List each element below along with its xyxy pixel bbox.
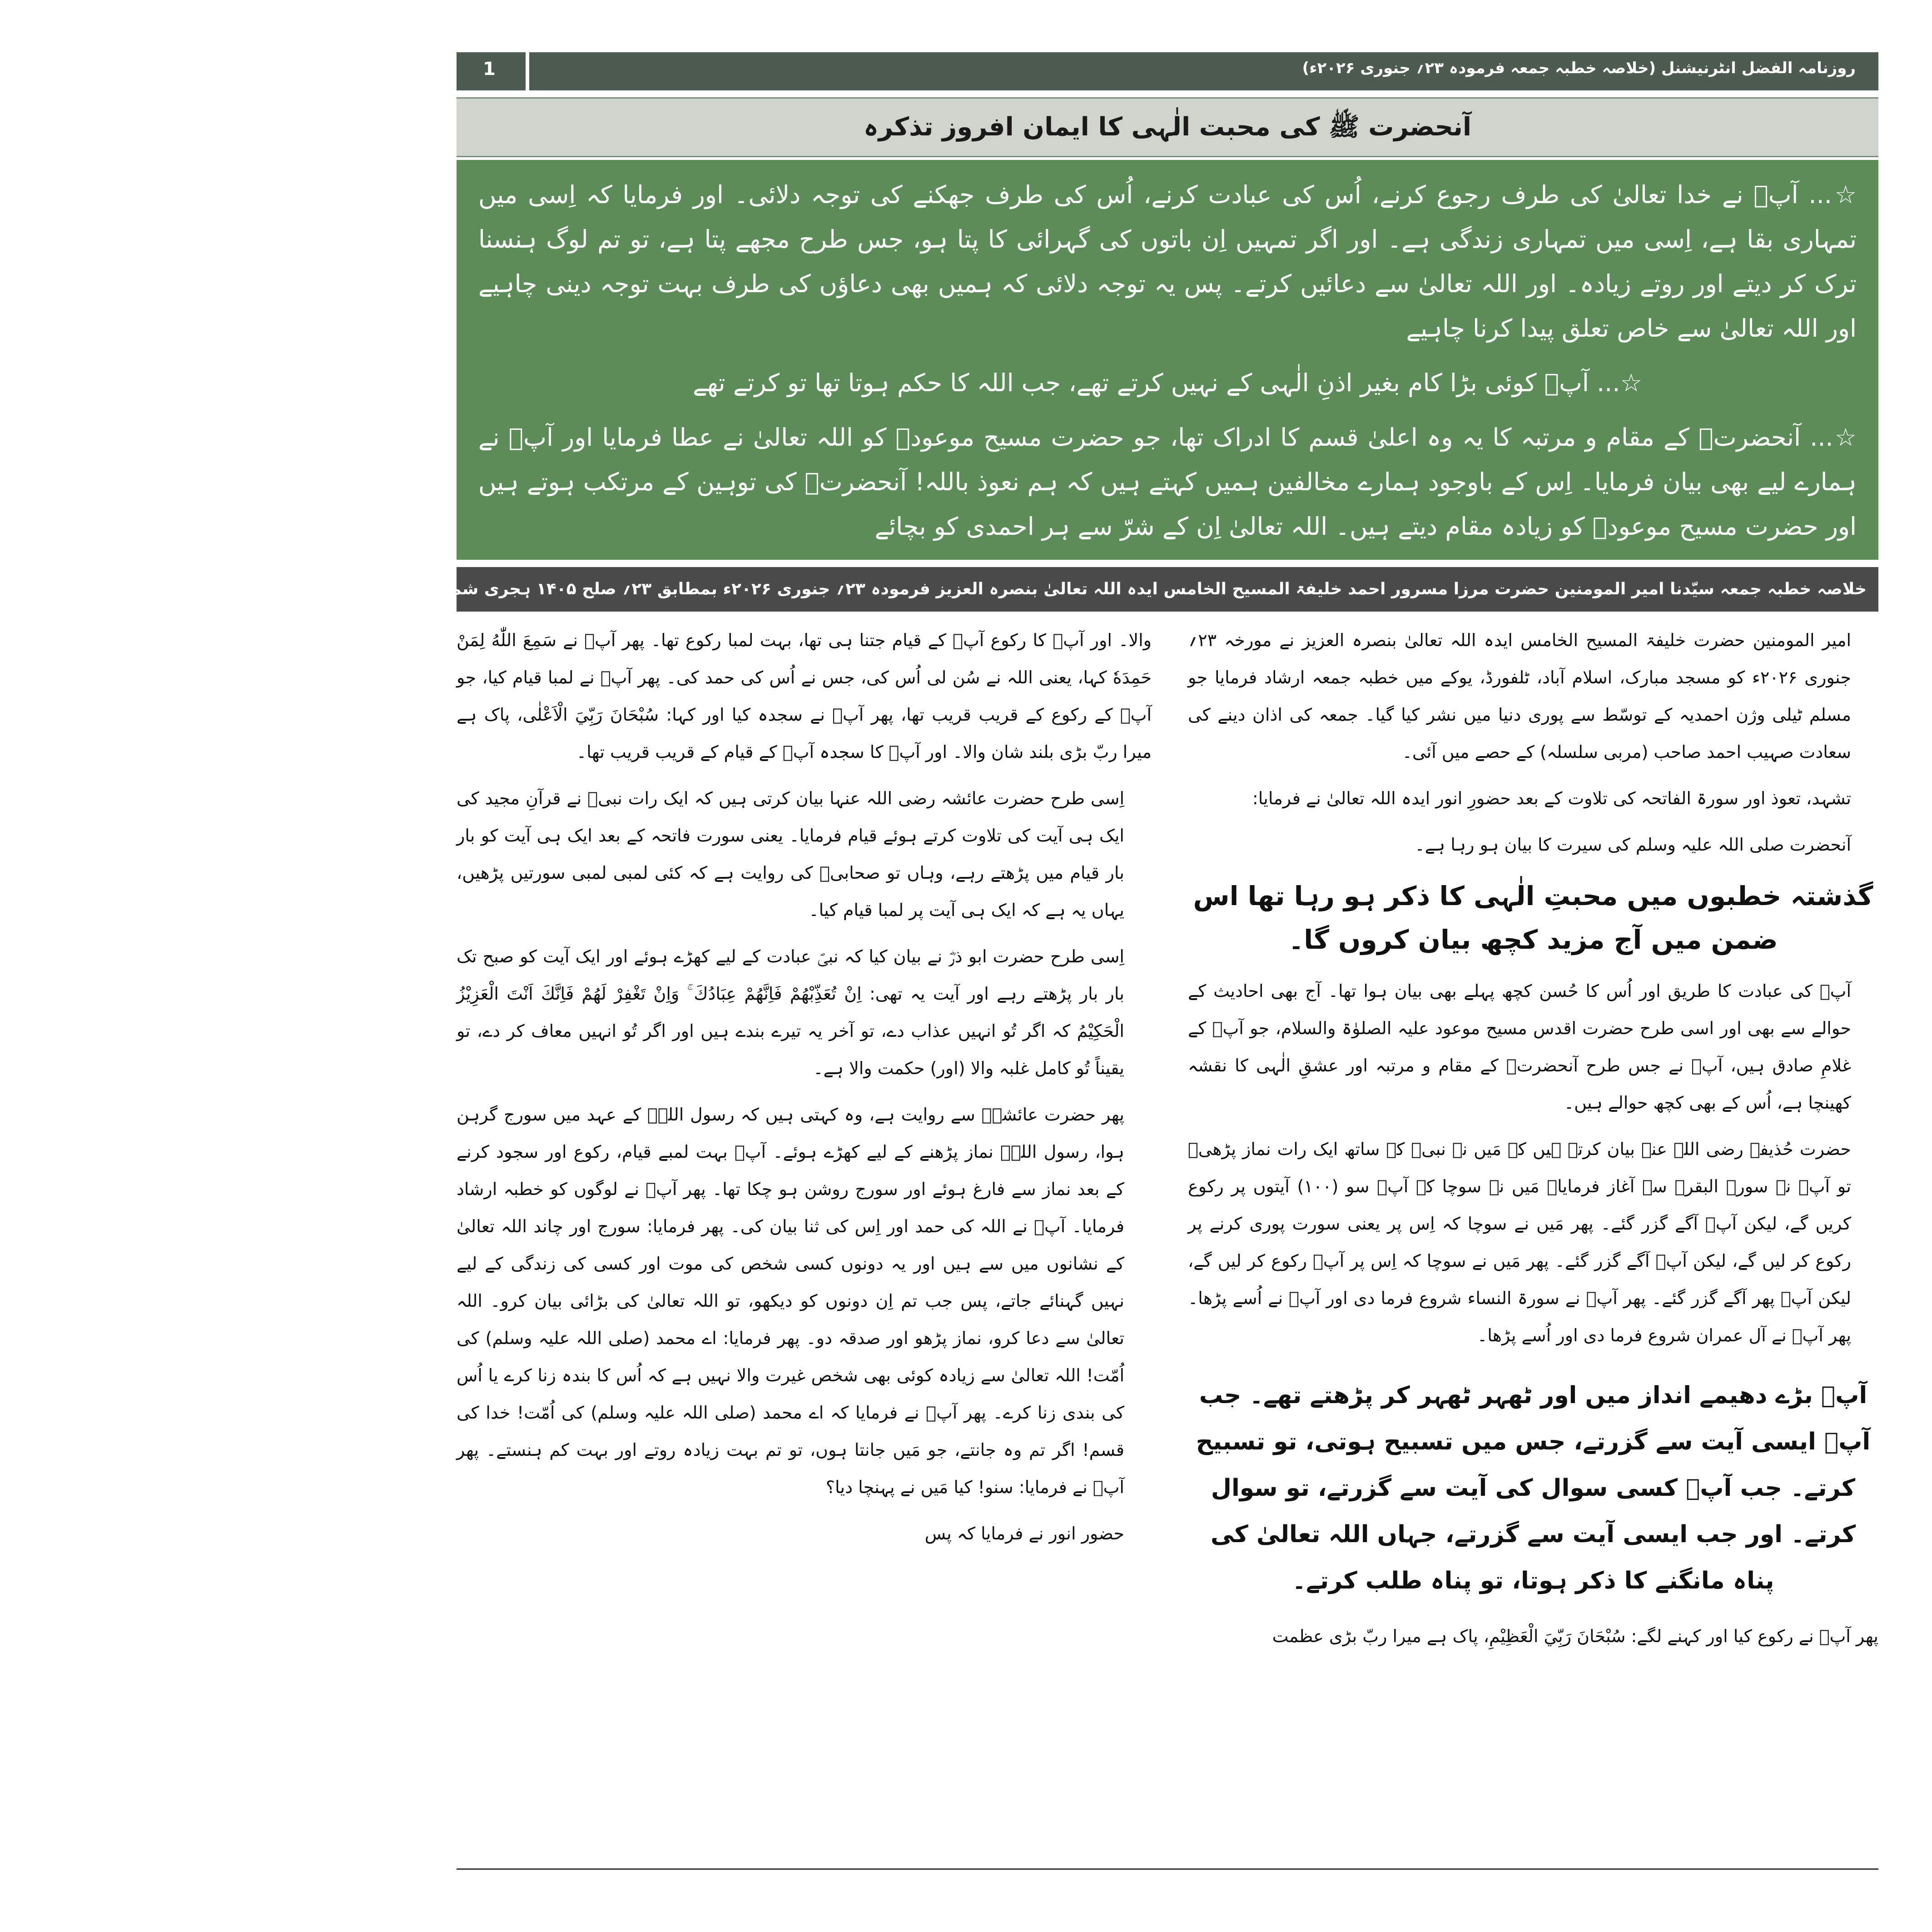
article-title: آنحضرت ﷺ کی محبت الٰہی کا ایمان افروز تذکرہ	[457, 97, 1878, 157]
paragraph: پھر حضرت عائشہؓ سے روایت ہے، وہ کہتی ہیں کہ رسول اللہؐ کے عہد میں سورج گرہن ہوا، رسول اللہؐ نماز پڑھنے کے لیے کھڑے ہوئے۔ آپؐ بہت لمبے قیام، رکوع اور سجود کرنے کے بعد نماز سے فارغ ہوئے اور سورج روشن ہو چکا تھا۔ پھر آپؐ نے لوگوں کو خطبہ ارشاد فرمایا۔ آپؐ نے اللہ کی حمد اور اِس کی ثنا بیان کی۔ پھر فرمایا: سورج اور چاند اللہ تعالیٰ کے نشانوں میں سے ہیں اور یہ دونوں کسی شخص کی موت اور کسی کی زندگی کے لیے نہیں گہنائے جاتے، پس جب تم اِن دونوں کو دیکھو، تو اللہ تعالیٰ کی بڑائی بیان کرو۔ اللہ تعالیٰ سے دعا کرو، نماز پڑھو اور صدقہ دو۔ پھر فرمایا: اے محمد (صلی اللہ علیہ وسلم) کی اُمّت! اللہ تعالیٰ سے زیادہ کوئی بھی شخص غیرت والا نہیں ہے کہ اُس کا بندہ زنا کرے یا اُس کی بندی زنا کرے۔ پھر آپؐ نے فرمایا کہ اے محمد (صلی اللہ علیہ وسلم) کی اُمّت! خدا کی قسم! اگر تم وہ جانتے، جو مَیں جانتا ہوں، تو تم بہت زیادہ روتے اور بہت کم ہنستے۔ پھر آپؐ نے فرمایا: سنو! کیا مَیں نے پہنچا دیا؟	[457, 1105, 1124, 1497]
highlight-item: ☆... آپؐ نے خدا تعالیٰ کی طرف رجوع کرنے، اُس کی عبادت کرنے، اُس کی طرف جھکنے کی توجہ دلائی۔ اور فرمایا کہ اِسی میں تمہاری بقا ہے، اِسی میں تمہاری زندگی ہے۔ اور اگر تمہیں اِن باتوں کی گہرائی کا پتا ہو، جس طرح مجھے پتا ہے، تو تم لوگ ہنسنا ترک کر دیتے اور روتے زیادہ۔ اور اللہ تعالیٰ سے دعائیں کرتے۔ پس یہ توجہ دلائی کہ ہمیں بھی دعاؤں کی طرف بہت توجہ دینی چاہیے اور اللہ تعالیٰ سے خاص تعلق پیدا کرنا چاہیے	[478, 180, 1857, 343]
paragraph: والا۔ اور آپؐ کا رکوع آپؐ کے قیام جتنا ہی تھا، بہت لمبا رکوع تھا۔ پھر آپؐ نے سَمِعَ اللّٰهُ لِمَنْ حَمِدَهٗ کہا، یعنی اللہ نے سُن لی اُس کی، جس نے اُس کی حمد کی۔ پھر آپؐ نے لمبا قیام کیا، جو آپؐ کے رکوع کے قریب قریب تھا، پھر آپؐ نے سجدہ کیا اور کہا: سُبْحَانَ رَبِّيَ الْاَعْلٰى، پاک ہے میرا ربّ بڑی بلند شان والا۔ اور آپؐ کا سجدہ آپؐ کے قیام کے قریب قریب تھا۔	[457, 630, 1152, 762]
pull-quote: آپؐ بڑے دھیمے انداز میں اور ٹھہر ٹھہر کر پڑھتے تھے۔ جب آپؐ ایسی آیت سے گزرتے، جس میں تسبیح ہوتی، تو تسبیح کرتے۔ جب آپؐ کسی سوال کی آیت سے گزرتے، تو سوال کرتے۔ اور جب ایسی آیت سے گزرتے، جہاں اللہ تعالیٰ کی پناہ مانگنے کا ذکر ہوتا، تو پناہ طلب کرتے۔	[1196, 1382, 1871, 1594]
paragraph: حضور انور نے فرمایا کہ پس	[924, 1524, 1124, 1544]
paragraph: آنحضرت صلی اللہ علیہ وسلم کی سیرت کا بیان ہو رہا ہے۔	[1415, 835, 1851, 855]
left-column	[457, 622, 1152, 1848]
header-divider	[526, 52, 529, 90]
paragraph: حضرت حُذیفہ رضی اللہ عنہ بیان کرتے ہیں کہ مَیں نے نبیؐ کے ساتھ ایک رات نماز پڑھی۔ تو آپؐ نے سورۃ البقرہ سے آغاز فرمایا۔ مَیں نے سوچا کہ آپؐ سو (۱۰۰) آیتوں پر رکوع کریں گے، لیکن آپؐ آگے گزر گئے۔ پھر مَیں نے سوچا کہ اِس پر یعنی سورت پوری کرنے پر رکوع کر لیں گے، لیکن آپؐ آگے گزر گئے۔ پھر مَیں نے سوچا کہ اِس پر آپؐ رکوع کر لیں گے، لیکن آپؐ پھر آگے گزر گئے۔ پھر آپؐ نے سورۃ النساء شروع فرما دی اور آپؐ نے اُسے پڑھا۔ پھر آپؐ نے آل عمران شروع فرما دی اور اُسے پڑھا۔	[1188, 1139, 1851, 1345]
publication-title: روزنامہ الفضل انٹرنیشنل (خلاصہ خطبہ جمعہ فرمودہ ۲۳؍ جنوری ۲۰۲۶ء)	[1302, 59, 1856, 77]
highlights-box	[457, 160, 1878, 560]
paragraph: آپؐ کی عبادت کا طریق اور اُس کا حُسن کچھ پہلے بھی بیان ہوا تھا۔ آج بھی احادیث کے حوالے سے بھی اور اسی طرح حضرت اقدس مسیح موعود علیہ الصلوٰۃ والسلام، جو آپؐ کے غلامِ صادق ہیں، آپؑ نے جس طرح آنحضرتؐ کے مقام و مرتبہ اور عشقِ الٰہی کا نقشہ کھینچا ہے، اُس کے بھی کچھ حوالے ہیں۔	[1188, 981, 1851, 1113]
right-column	[1188, 622, 1878, 1848]
section-heading: گذشتہ خطبوں میں محبتِ الٰہی کا ذکر ہو رہا تھا اس ضمن میں آج مزید کچھ بیان کروں گا۔	[1193, 881, 1873, 955]
page-header	[457, 52, 1878, 90]
paragraph: اِسی طرح حضرت عائشہ رضی اللہ عنہا بیان کرتی ہیں کہ ایک رات نبیؐ نے قرآنِ مجید کی ایک ہی آیت کی تلاوت کرتے ہوئے قیام فرمایا۔ یعنی سورت فاتحہ کے بعد ایک ہی آیت کو بار بار قیام میں پڑھتے رہے، وہاں تو صحابیؓ کی روایت ہے کہ کئی لمبی لمبی سورتیں پڑھیں، یہاں یہ ہے کہ ایک ہی آیت پر لمبا قیام کیا۔	[457, 788, 1124, 920]
paragraph: اِسی طرح حضرت ابو ذرؓ نے بیان کیا کہ نبیؐ عبادت کے لیے کھڑے ہوئے اور ایک آیت کو صبح تک بار بار پڑھتے رہے اور آیت یہ تھی: اِنْ تُعَذِّبْهُمْ فَاِنَّهُمْ عِبَادُكَ ۚ وَاِنْ تَغْفِرْ لَهُمْ فَاِنَّكَ اَنْتَ الْعَزِيْزُ الْحَكِيْمُ کہ اگر تُو انہیں عذاب دے، تو آخر یہ تیرے بندے ہیں اور اگر تُو انہیں معاف کر دے، تو یقیناً تُو کامل غلبہ والا (اور) حکمت والا ہے۔	[457, 946, 1124, 1078]
paragraph: پھر آپؐ نے رکوع کیا اور کہنے لگے: سُبْحَانَ رَبِّيَ الْعَظِيْمِ، پاک ہے میرا ربّ بڑی عظمت	[1272, 1626, 1878, 1646]
paragraph: امیر المومنین حضرت خلیفۃ المسیح الخامس ایدہ اللہ تعالیٰ بنصرہ العزیز نے مورخہ ۲۳؍ جنوری ۲۰۲۶ء کو مسجد مبارک، اسلام آباد، ٹلفورڈ، یوکے میں خطبہ جمعہ ارشاد فرمایا جو مسلم ٹیلی وژن احمدیہ کے توسّط سے پوری دنیا میں نشر کیا گیا۔ جمعہ کی اذان دینے کی سعادت صہیب احمد صاحب (مربی سلسلہ) کے حصے میں آئی۔	[1188, 630, 1851, 762]
highlight-item: ☆... آنحضرتؐ کے مقام و مرتبہ کا یہ وہ اعلیٰ قسم کا ادراک تھا، جو حضرت مسیح موعودؑ کو اللہ تعالیٰ نے عطا فرمایا اور آپؑ نے ہمارے لیے بھی بیان فرمایا۔ اِس کے باوجود ہمارے مخالفین ہمیں کہتے ہیں کہ ہم نعوذ باللہ! آنحضرتؐ کی توہین کے مرتکب ہوتے ہیں اور حضرت مسیح موعودؑ کو زیادہ مقام دیتے ہیں۔ اللہ تعالیٰ اِن کے شرّ سے ہر احمدی کو بچائے	[478, 423, 1857, 541]
footer-rule	[457, 1868, 1878, 1870]
paragraph: تشہد، تعوذ اور سورۃ الفاتحہ کی تلاوت کے بعد حضورِ انور ایدہ اللہ تعالیٰ نے فرمایا:	[1252, 788, 1851, 808]
highlight-item: ☆... آپؐ کوئی بڑا کام بغیر اذنِ الٰہی کے نہیں کرتے تھے، جب اللہ کا حکم ہوتا تھا تو کرتے تھے	[693, 368, 1642, 397]
page-number: 1	[483, 59, 496, 80]
sermon-summary-bar: خلاصہ خطبہ جمعہ سیّدنا امیر المومنین حضرت مرزا مسرور احمد خلیفۃ المسیح الخامس ایدہ اللہ تعالیٰ بنصرہ العزیز فرمودہ ۲۳؍ جنوری ۲۰۲۶ء بمطابق ۲۳؍ صلح ۱۴۰۵ ہجری شمسی بمقام مسجد مبارک، اسلام آباد، ٹلفورڈ (سرے)، یوکے	[457, 567, 1878, 612]
